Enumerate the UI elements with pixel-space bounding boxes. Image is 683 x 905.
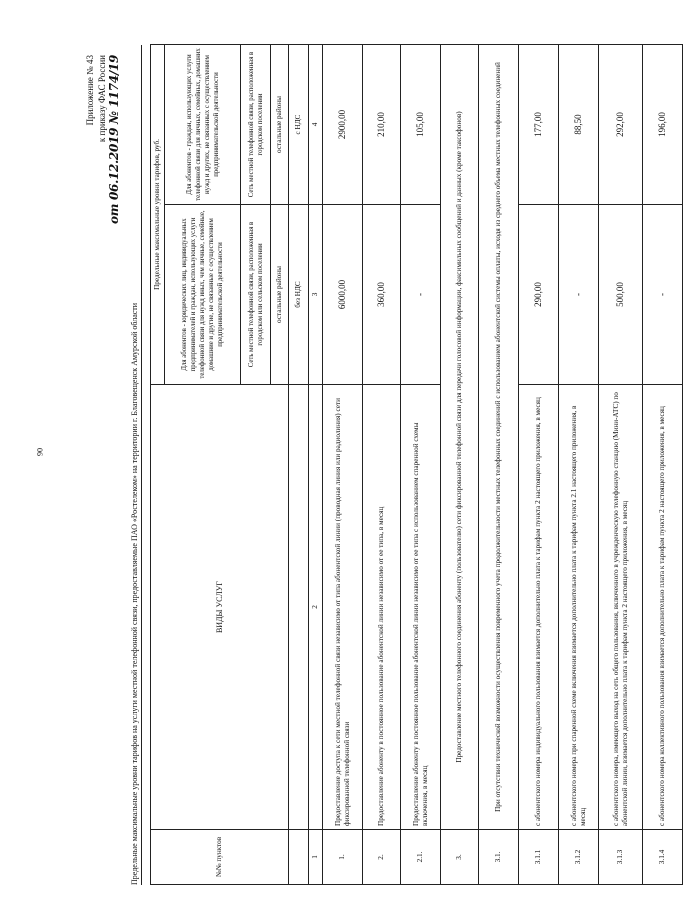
header-services-column: ВИДЫ УСЛУГ: [151, 385, 289, 830]
document-header: [80, 45, 150, 885]
row-tariff-b: 88,50: [559, 44, 599, 204]
appendix-block: [84, 55, 120, 224]
row-tariff-b: 2900,00: [323, 44, 363, 204]
row-number: 3.1.2: [559, 830, 599, 885]
table-row: [643, 44, 683, 884]
row-tariff-b: 292,00: [599, 44, 643, 204]
table-row: [401, 44, 441, 884]
row-service: с абонентского номера индивидуального пользования взимается дополнительно плата к тарифам пункта 2 настоящего приложения, в месяц: [519, 385, 559, 830]
row-tariff-b: 196,00: [643, 44, 683, 204]
document-title: Предельные максимальные уровни тарифов на услуги местной телефонной связи, предоставляемые ПАО «Ростелеком» на территории г. Благовещенск Амурской области: [130, 45, 142, 885]
row-number: 3.1.1: [519, 830, 559, 885]
header-area-a: остальные районы: [271, 205, 289, 385]
column-number-2: 2: [309, 385, 323, 830]
header-network-a: Сеть местной телефонной связи, расположенная в городском или сельском поселении: [241, 205, 271, 385]
table-row: [479, 44, 519, 884]
row-tariff-a: -: [559, 205, 599, 385]
tariff-table: [150, 44, 683, 885]
row-service: с абонентского номера коллективного пользования взимается дополнительно плата к тарифам пункта 2 настоящего приложения, в месяц: [643, 385, 683, 830]
column-number-3: 3: [309, 205, 323, 385]
row-service: Предоставление абоненту в постоянное пользование абонентской линии независимо от ее типа, в месяц: [363, 385, 401, 830]
header-number-column: №№ пунктов: [151, 830, 289, 885]
row-service: с абонентского номера при спаренной схеме включения взимается дополнительно плата к тарифам пункта 2.1 настоящего приложения, в месяц: [559, 385, 599, 830]
table-row: [559, 44, 599, 884]
column-number-1: 1: [309, 830, 323, 885]
table-row: [363, 44, 401, 884]
row-number: 1.: [323, 830, 363, 885]
row-tariff-b: 210,00: [363, 44, 401, 204]
row-number: 3.1.: [479, 830, 519, 885]
header-vat-b: с НДС: [289, 44, 309, 204]
row-number: 2.: [363, 830, 401, 885]
row-tariff-a: 290,00: [519, 205, 559, 385]
row-tariff-a: 360,00: [363, 205, 401, 385]
header-vat-a: без НДС: [289, 205, 309, 385]
header-group-b: Для абонентов - граждан, использующих услуги телефонной связи для личных, семейных, домашних нужд и других, не связанных с осуществлением предпринимательской деятельности: [165, 44, 241, 204]
header-network-b: Сеть местной телефонной связи, расположенная в городском поселении: [241, 44, 271, 204]
row-service-full: Предоставление местного телефонного соединения абоненту (пользователю) сети фиксированной телефонной связи для передачи голосовой информации, факсимильных сообщений и данных (кроме таксофонов): [441, 44, 479, 829]
row-number: 3.1.3: [599, 830, 643, 885]
column-number-4: 4: [309, 44, 323, 204]
row-service: Предоставление доступа к сети местной телефонной связи независимо от типа абонентской линии (проводная линия или радиолиния) сети фиксированной телефонной связи: [323, 385, 363, 830]
appendix-handwritten-ref: от 06.12.2019 № 1174/19: [107, 55, 121, 225]
table-row: [323, 44, 363, 884]
table-row: [599, 44, 643, 884]
row-number: 2.1.: [401, 830, 441, 885]
row-tariff-a: -: [643, 205, 683, 385]
table-row: [441, 44, 479, 884]
row-tariff-a: 500,00: [599, 205, 643, 385]
row-tariff-b: 105,00: [401, 44, 441, 204]
appendix-line-1: Приложение № 43: [85, 55, 95, 126]
page-number: 90: [35, 448, 45, 456]
row-number: 3.: [441, 830, 479, 885]
row-tariff-a: -: [401, 205, 441, 385]
row-number: 3.1.4: [643, 830, 683, 885]
row-service-full: При отсутствии технической возможности осуществления повременного учета продолжительности местных телефонных соединений с использованием абонентской системы оплаты, исходя из среднего объема местных телефонных соединений: [479, 44, 519, 829]
row-tariff-a: 6000,00: [323, 205, 363, 385]
row-service: с абонентского номера, имеющего выход на сеть общего пользования, включенного в учрежденческую телефонную станцию (Мини-АТС) по абонентской линии, взимается дополнительно плата к тарифам пункта 2 настоящего приложения, в месяц: [599, 385, 643, 830]
header-group-a: Для абонентов - юридических лиц, индивидуальных предпринимателей и граждан, использующих услуги телефонной связи для нужд иных, чем личные, семейные, домашние и другие, не связанные с осуществлением предпринимательской деятельности: [165, 205, 241, 385]
rotated-document: [80, 45, 667, 885]
header-area-b: остальные районы: [271, 44, 289, 204]
row-service: Предоставление абоненту в постоянное пользование абонентской линии независимо от ее типа с использованием спаренной схемы включения, в месяц: [401, 385, 441, 830]
row-tariff-b: 177,00: [519, 44, 559, 204]
appendix-line-2: к приказу ФАС России: [97, 55, 107, 143]
table-row: [519, 44, 559, 884]
header-tariffs-group: Предельные максимальные уровни тарифов, руб.: [151, 44, 165, 384]
